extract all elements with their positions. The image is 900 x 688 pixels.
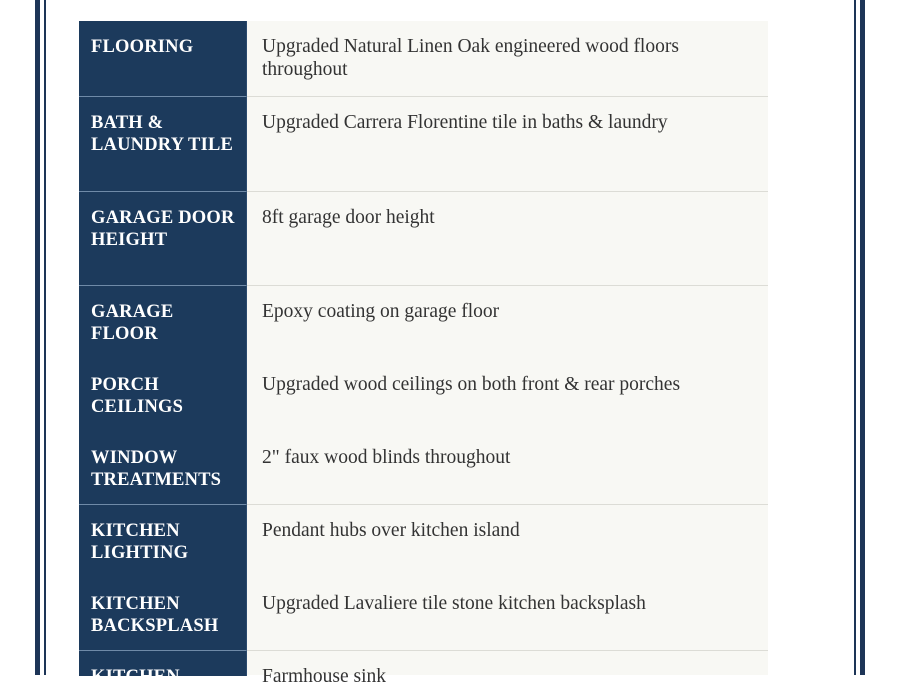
table-row: [79, 192, 768, 286]
table-row: [79, 97, 768, 192]
table-row: [79, 286, 768, 359]
spec-label: FLOORING: [79, 21, 247, 97]
table-row: [79, 359, 768, 432]
spec-value: 2" faux wood blinds throughout: [247, 432, 768, 505]
spec-label: BATH & LAUNDRY TILE: [79, 97, 247, 192]
specs-table: [79, 21, 768, 687]
right-frame-border-inner: [854, 0, 856, 675]
table-row: [79, 21, 768, 97]
spec-value: Upgraded Natural Linen Oak engineered wood floors throughout: [247, 21, 768, 97]
spec-value: Upgraded Carrera Florentine tile in baths & laundry: [247, 97, 768, 192]
left-frame-border-outer: [35, 0, 40, 675]
spec-value: Upgraded Lavaliere tile stone kitchen backsplash: [247, 578, 768, 651]
spec-label: PORCH CEILINGS: [79, 359, 247, 432]
left-frame-border-inner: [44, 0, 46, 675]
right-frame-border-outer: [860, 0, 865, 675]
spec-label: GARAGE DOOR HEIGHT: [79, 192, 247, 286]
table-row: [79, 505, 768, 578]
spec-label: WINDOW TREATMENTS: [79, 432, 247, 505]
spec-label: GARAGE FLOOR: [79, 286, 247, 359]
table-row: [79, 578, 768, 651]
spec-value: Upgraded wood ceilings on both front & rear porches: [247, 359, 768, 432]
spec-value: Epoxy coating on garage floor: [247, 286, 768, 359]
table-row: [79, 651, 768, 687]
spec-label: KITCHEN BACKSPLASH: [79, 578, 247, 651]
spec-value: 8ft garage door height: [247, 192, 768, 286]
spec-value: Pendant hubs over kitchen island: [247, 505, 768, 578]
spec-label: KITCHEN LIGHTING: [79, 505, 247, 578]
spec-value: Farmhouse sink: [247, 651, 768, 675]
spec-label: KITCHEN: [79, 651, 247, 676]
table-row: [79, 432, 768, 505]
